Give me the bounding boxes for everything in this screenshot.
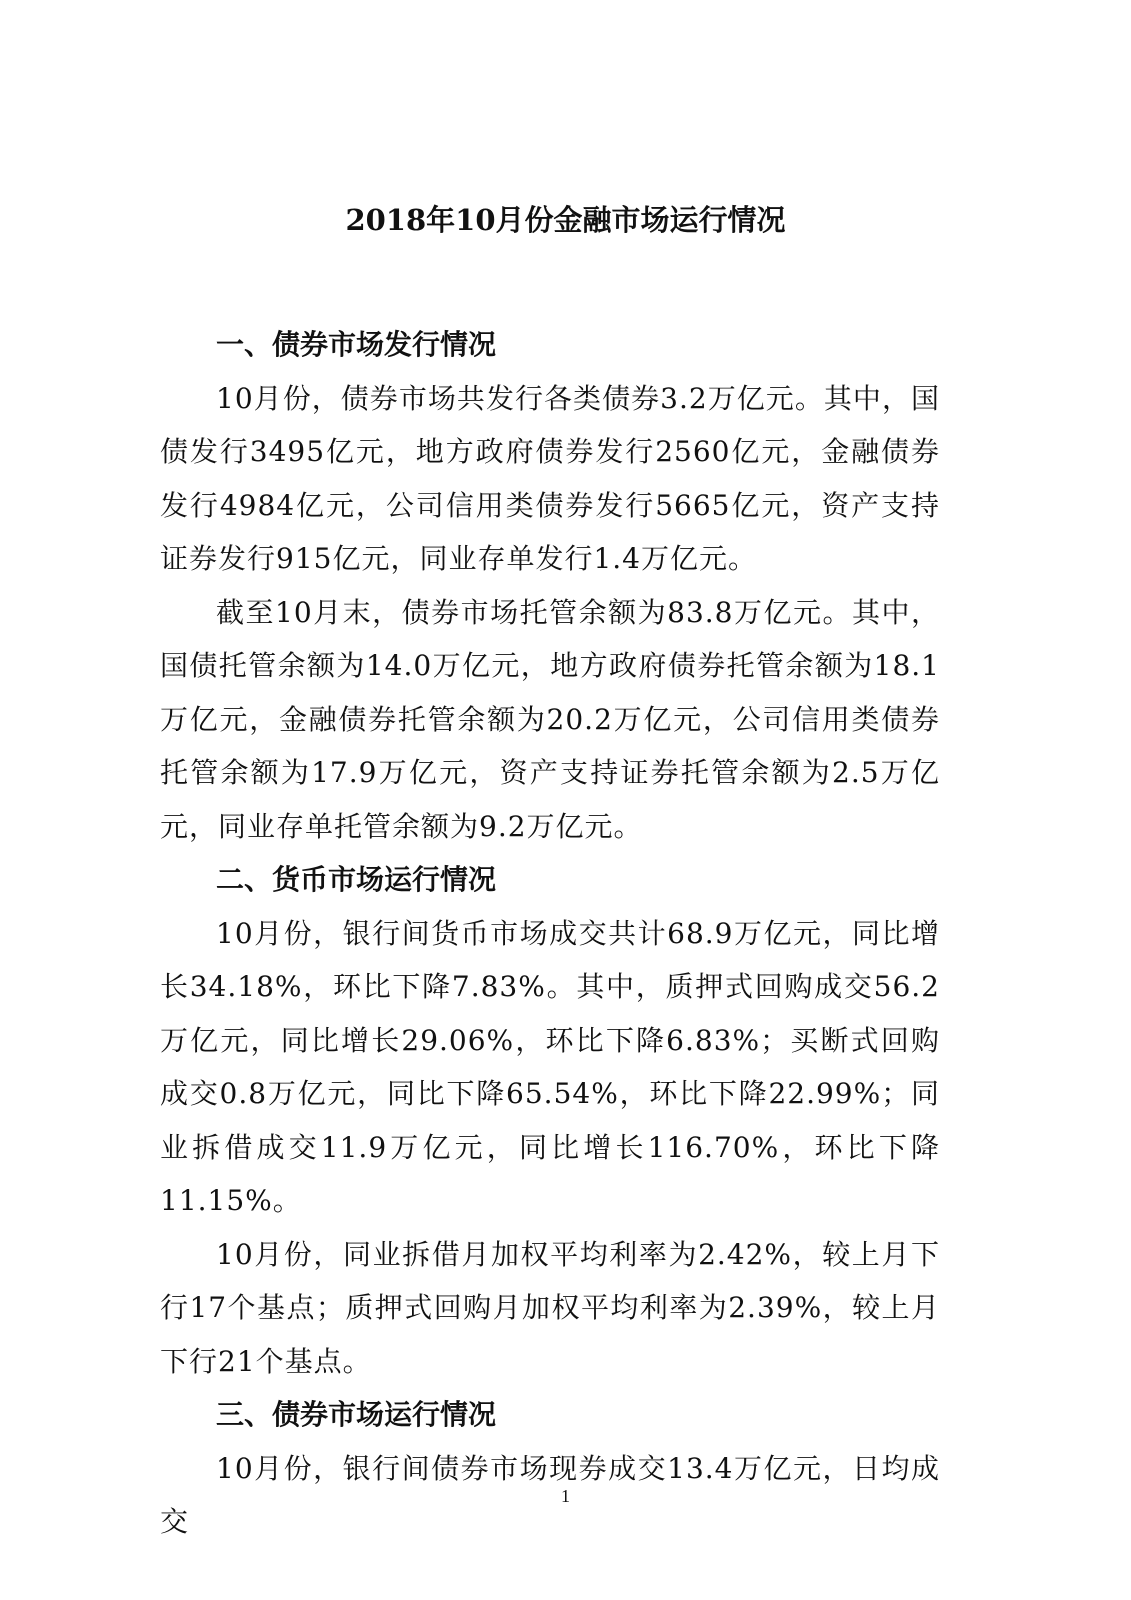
- paragraph: 10月份，债券市场共发行各类债券3.2万亿元。其中，国债发行3495亿元，地方政府债券发行2560亿元，金融债券发行4984亿元，公司信用类债券发行5665亿元，资产支持证券发行915亿元，同业存单发行1.4万亿元。: [160, 381, 940, 575]
- document-title: 2018年10月份金融市场运行情况: [345, 203, 786, 237]
- paragraph: 10月份，同业拆借月加权平均利率为2.42%，较上月下行17个基点；质押式回购月加权平均利率为2.39%，较上月下行21个基点。: [160, 1237, 940, 1378]
- section-money-market: [160, 853, 940, 1388]
- document-body: [160, 318, 940, 1549]
- section-heading: 二、货币市场运行情况: [216, 863, 497, 896]
- section-bond-market: [160, 1388, 940, 1549]
- paragraph: 10月份，银行间货币市场成交共计68.9万亿元，同比增长34.18%，环比下降7.83%。其中，质押式回购成交56.2万亿元，同比增长29.06%，环比下降6.83%；买断式回购成交0.8万亿元，同比下降65.54%，环比下降22.99%；同业拆借成交11.9万亿元，同比增长116.70%，环比下降11.15%。: [160, 916, 940, 1217]
- section-heading: 三、债券市场运行情况: [216, 1398, 497, 1431]
- paragraph: 10月份，银行间债券市场现券成交13.4万亿元，日均成交: [160, 1451, 940, 1538]
- section-bond-issuance: [160, 318, 940, 853]
- page-number: 1: [561, 1486, 570, 1506]
- paragraph: 截至10月末，债券市场托管余额为83.8万亿元。其中，国债托管余额为14.0万亿元，地方政府债券托管余额为18.1万亿元，金融债券托管余额为20.2万亿元，公司信用类债券托管余额为17.9万亿元，资产支持证券托管余额为2.5万亿元，同业存单托管余额为9.2万亿元。: [160, 595, 940, 843]
- section-heading: 一、债券市场发行情况: [216, 328, 497, 361]
